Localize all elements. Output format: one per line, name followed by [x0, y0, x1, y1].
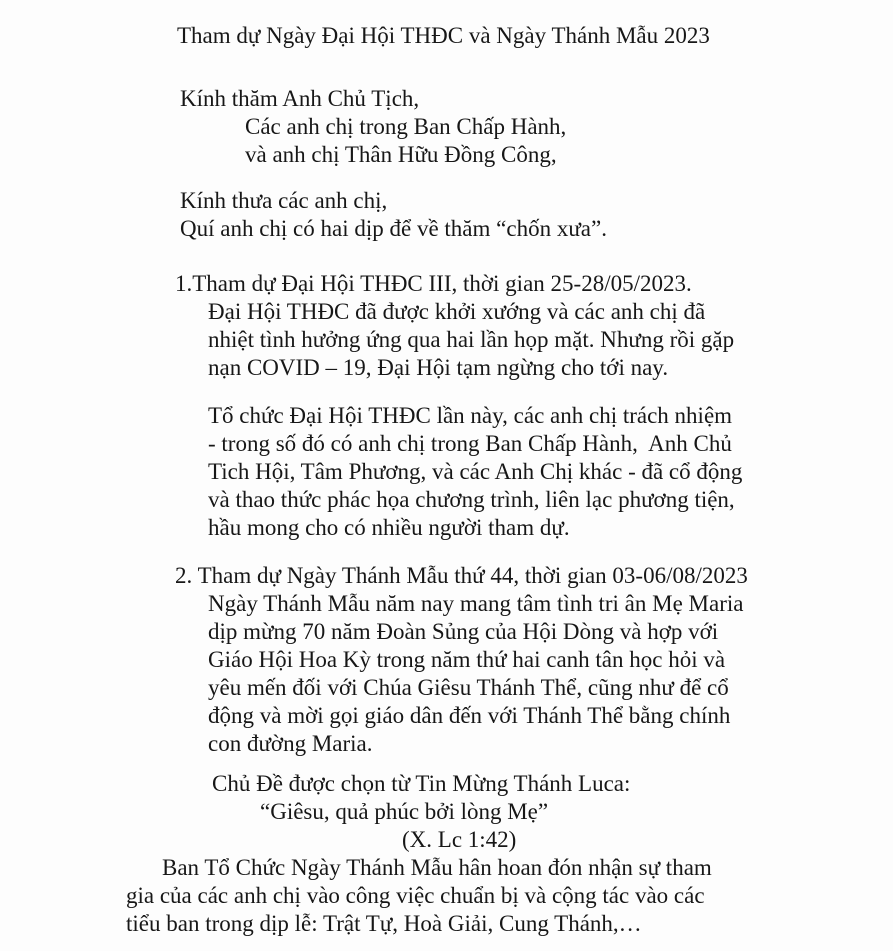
section1-para2-line-4: và thao thức phác họa chương trình, liên lạc phương tiện,	[208, 487, 735, 512]
section2-para1-line-5: động và mời gọi giáo dân đến với Thánh Thể bằng chính	[208, 703, 731, 728]
section1-para1-line-3: nạn COVID – 19, Đại Hội tạm ngừng cho tới nay.	[208, 355, 669, 380]
section2-para1	[0, 590, 893, 758]
closing-line-1: Ban Tổ Chức Ngày Thánh Mẫu hân hoan đón nhận sự tham	[162, 855, 712, 880]
section1-para1-line-2: nhiệt tình hưởng ứng qua hai lần họp mặt. Nhưng rồi gặp	[208, 327, 735, 352]
salutation-line-3: và anh chị Thân Hữu Đồng Công,	[245, 142, 557, 167]
greeting-block	[0, 187, 893, 243]
greeting-line-1: Kính thưa các anh chị,	[180, 188, 388, 213]
salutation-line-1: Kính thăm Anh Chủ Tịch,	[180, 86, 420, 111]
section1-para2-line-2: - trong số đó có anh chị trong Ban Chấp Hành, Anh Chủ	[208, 431, 732, 456]
doc-title: Tham dự Ngày Đại Hội THĐC và Ngày Thánh Mẫu 2023	[177, 23, 710, 48]
section2-para1-line-6: con đường Maria.	[208, 731, 373, 756]
section1-para2-line-1: Tổ chức Đại Hội THĐC lần này, các anh chị trách nhiệm	[208, 403, 733, 428]
section1-para2	[0, 402, 893, 542]
section1-para2-line-3: Tich Hội, Tâm Phương, và các Anh Chị khác - đã cổ động	[208, 459, 743, 484]
salutation-line-2: Các anh chị trong Ban Chấp Hành,	[245, 114, 567, 139]
section2-para1-line-2: dịp mừng 70 năm Đoàn Sủng của Hội Dòng và hợp với	[208, 619, 719, 644]
section2-para1-line-1: Ngày Thánh Mẫu năm nay mang tâm tình tri ân Mẹ Maria	[208, 591, 744, 616]
closing-block	[0, 854, 893, 938]
section1-heading: 1.Tham dự Đại Hội THĐC III, thời gian 25-28/05/2023.	[175, 271, 692, 296]
theme-line-1: Chủ Đề được chọn từ Tin Mừng Thánh Luca:	[212, 771, 631, 796]
closing-line-3: tiểu ban trong dịp lễ: Trật Tự, Hoà Giải, Cung Thánh,…	[126, 911, 642, 936]
theme-block	[0, 770, 893, 854]
theme-quote: “Giêsu, quả phúc bởi lòng Mẹ”	[260, 799, 549, 824]
section2-heading: 2. Tham dự Ngày Thánh Mẫu thứ 44, thời gian 03-06/08/2023	[175, 563, 748, 588]
section2-para1-line-4: yêu mến đối với Chúa Giêsu Thánh Thể, cũng như để cổ	[208, 675, 729, 700]
greeting-line-2: Quí anh chị có hai dịp để về thăm “chốn xưa”.	[180, 216, 607, 241]
section1-para2-line-5: hầu mong cho có nhiều người tham dự.	[208, 515, 570, 540]
closing-line-2: gia của các anh chị vào công việc chuẩn bị và cộng tác vào các	[126, 883, 705, 908]
section1-para1-line-1: Đại Hội THĐC đã được khởi xướng và các anh chị đã	[208, 299, 706, 324]
section2-para1-line-3: Giáo Hội Hoa Kỳ trong năm thứ hai canh tân học hỏi và	[208, 647, 726, 672]
section1-para1	[0, 298, 893, 382]
salutation-block	[0, 85, 893, 169]
theme-citation: (X. Lc 1:42)	[402, 827, 517, 852]
